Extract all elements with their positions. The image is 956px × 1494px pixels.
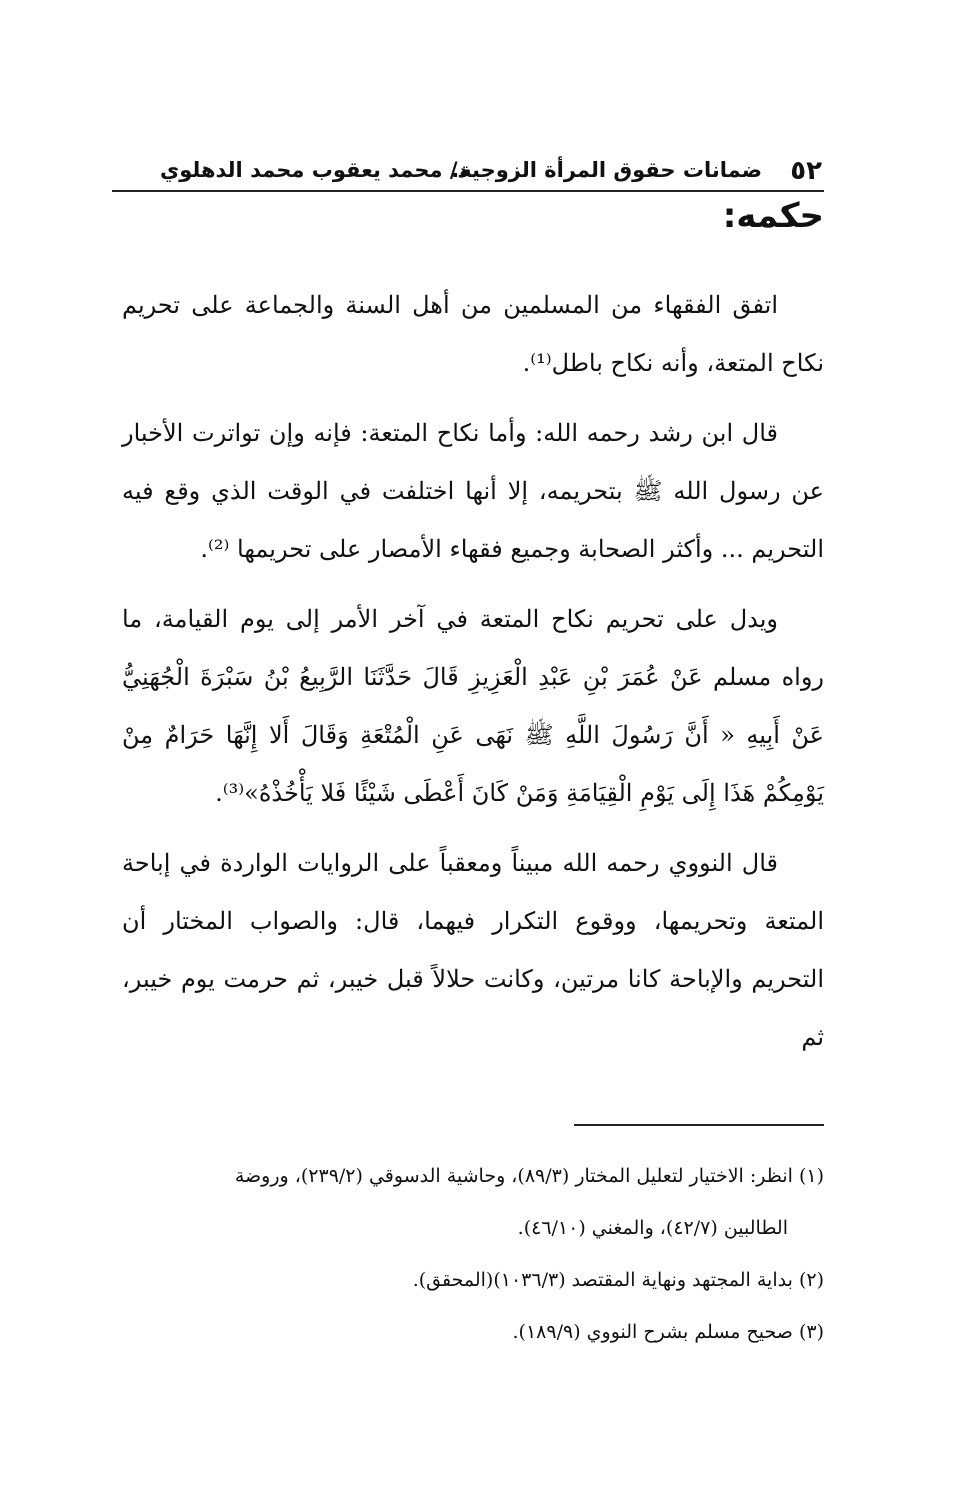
author-name: د/ محمد يعقوب محمد الدهلوي [160,158,469,182]
footnote-item [122,1306,824,1358]
paragraph: اتفق الفقهاء من المسلمين من أهل السنة والجماعة على تحريم نكاح المتعة، وأنه نكاح باطل⁽¹⁾. [122,291,824,377]
paragraph: قال ابن رشد رحمه الله: وأما نكاح المتعة: فإنه وإن تواترت الأخبار عن رسول الله ﷺ بتحريمه، إلا أنها اختلفت في الوقت الذي وقع فيه التحريم ... وأكثر الصحابة وجميع فقهاء الأمصار على تحريمها ⁽²⁾. [122,419,824,563]
footnote-continuation: الطالبين (٤٢/٧)، والمغني (٤٦/١٠). [517,1217,788,1239]
footnote-text: صحيح مسلم بشرح النووي (١٨٩/٩). [512,1321,793,1343]
header-divider [112,190,824,192]
footnote-number: (٣) [798,1321,824,1343]
footnote-item [122,1150,824,1254]
footnote-text: بداية المجتهد ونهاية المقتصد (١٠٣٦/٣)(المحقق). [412,1269,793,1291]
paragraph: ويدل على تحريم نكاح المتعة في آخر الأمر إلى يوم القيامة، ما رواه مسلم عَنْ عُمَرَ بْنِ عَبْدِ الْعَزِيزِ قَالَ حَدَّثَنَا الرَّبِيعُ بْنُ سَبْرَةَ الْجُهَنِيُّ عَنْ أَبِيهِ « أَنَّ رَسُولَ اللَّهِ ﷺ نَهَى عَنِ الْمُتْعَةِ وَقَالَ أَلا إِنَّهَا حَرَامٌ مِنْ يَوْمِكُمْ هَذَا إِلَى يَوْمِ الْقِيَامَةِ وَمَنْ كَانَ أَعْطَى شَيْئًا فَلا يَأْخُذْهُ»⁽³⁾. [122,605,824,807]
book-title: ضمانات حقوق المرأة الزوجية. [451,158,762,182]
footnote-item [122,1254,824,1306]
section-heading: حكمه: [722,196,824,236]
page-number: ٥٢ [790,156,822,186]
footnote-divider [574,1124,824,1126]
footnote-text: انظر: الاختيار لتعليل المختار (٨٩/٣)، وحاشية الدسوقي (٢٣٩/٢)، وروضة [234,1165,793,1187]
footnotes [122,1150,824,1358]
paragraph: قال النووي رحمه الله مبيناً ومعقباً على الروايات الواردة في إباحة المتعة وتحريمها، ووقوع التكرار فيهما، قال: والصواب المختار أن التحريم والإباحة كانا مرتين، وكانت حلالاً قبل خيبر، ثم حرمت يوم خيبر، ثم [122,849,824,1051]
body-text [122,276,824,1078]
footnote-number: (٢) [798,1269,824,1291]
footnote-number: (١) [798,1165,824,1187]
